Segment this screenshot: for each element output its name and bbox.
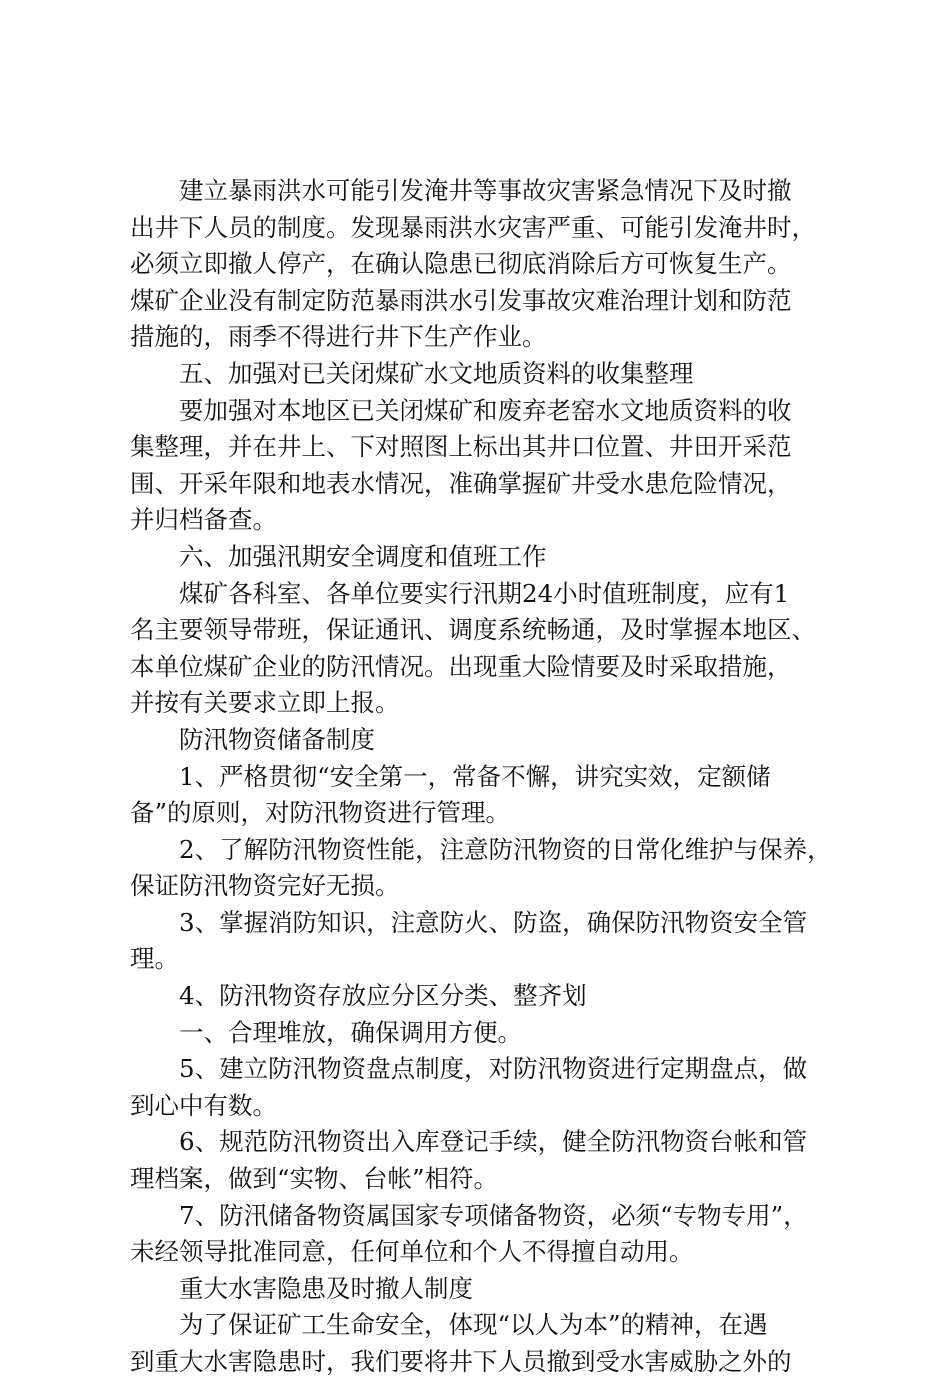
- heading-text: 五、加强对已关闭煤矿水文地质资料的收集整理: [179, 358, 694, 388]
- paragraph-line: 集整理，并在井上、下对照图上标出其井口位置、井田开采范: [130, 432, 792, 462]
- paragraph-line: 要加强对本地区已关闭煤矿和废弃老窑水文地质资料的收: [179, 395, 792, 425]
- body-paragraph: [130, 905, 830, 978]
- section-heading: [130, 1271, 830, 1308]
- paragraph-line: 本单位煤矿企业的防汛情况。出现重大险情要及时采取措施，: [130, 651, 792, 681]
- section-heading: [130, 722, 830, 759]
- body-paragraph: [130, 1307, 830, 1380]
- section-heading: [130, 539, 830, 576]
- paragraph-line: 煤矿各科室、各单位要实行汛期24小时值班制度，应有1: [179, 578, 790, 608]
- paragraph-line: 2、了解防汛物资性能，注意防汛物资的日常化维护与保养，: [179, 834, 832, 864]
- body-paragraph: [130, 173, 830, 356]
- paragraph-line: 出井下人员的制度。发现暴雨洪水灾害严重、可能引发淹井时，: [130, 212, 816, 242]
- paragraph-line: 并归档备查。: [130, 505, 277, 535]
- paragraph-line: 保证防汛物资完好无损。: [130, 871, 400, 901]
- paragraph-line: 围、开采年限和地表水情况，准确掌握矿井受水患危险情况，: [130, 468, 792, 498]
- paragraph-line: 未经领导批准同意，任何单位和个人不得擅自动用。: [130, 1237, 694, 1267]
- paragraph-line: 理。: [130, 944, 179, 974]
- body-paragraph: [130, 393, 830, 539]
- paragraph-line: 煤矿企业没有制定防范暴雨洪水引发事故灾难治理计划和防范: [130, 285, 792, 315]
- paragraph-line: 到心中有数。: [130, 1090, 277, 1120]
- paragraph-line: 名主要领导带班，保证通讯、调度系统畅通，及时掌握本地区、: [130, 615, 816, 645]
- paragraph-line: 并按有关要求立即上报。: [130, 688, 400, 718]
- paragraph-line: 6、规范防汛物资出入库登记手续，健全防汛物资台帐和管: [179, 1127, 808, 1157]
- paragraph-line: 措施的，雨季不得进行井下生产作业。: [130, 322, 547, 352]
- paragraph-line: 必须立即撤人停产，在确认隐患已彻底消除后方可恢复生产。: [130, 249, 792, 279]
- body-paragraph: [130, 576, 830, 722]
- paragraph-line: 一、合理堆放，确保调用方便。: [179, 1017, 522, 1047]
- body-paragraph: [130, 759, 830, 832]
- paragraph-line: 1、严格贯彻“安全第一，常备不懈，讲究实效，定额储: [179, 761, 771, 791]
- paragraph-line: 3、掌握消防知识，注意防火、防盗，确保防汛物资安全管: [179, 907, 808, 937]
- body-paragraph: [130, 978, 830, 1015]
- document-body: [130, 173, 830, 1381]
- paragraph-line: 理档案，做到“实物、台帐”相符。: [130, 1164, 499, 1194]
- heading-text: 防汛物资储备制度: [179, 724, 375, 754]
- paragraph-line: 4、防汛物资存放应分区分类、整齐划: [179, 981, 587, 1011]
- paragraph-line: 备”的原则，对防汛物资进行管理。: [130, 798, 511, 828]
- paragraph-line: 7、防汛储备物资属国家专项储备物资，必须“专物专用”，: [179, 1200, 808, 1230]
- heading-text: 六、加强汛期安全调度和值班工作: [179, 541, 547, 571]
- paragraph-line: 到重大水害隐患时，我们要将井下人员撤到受水害威胁之外的: [130, 1347, 792, 1376]
- body-paragraph: [130, 1051, 830, 1124]
- body-paragraph: [130, 1198, 830, 1271]
- heading-text: 重大水害隐患及时撤人制度: [179, 1273, 473, 1303]
- body-paragraph: [130, 832, 830, 905]
- paragraph-line: 建立暴雨洪水可能引发淹井等事故灾害紧急情况下及时撤: [179, 176, 792, 205]
- body-paragraph: [130, 1015, 830, 1052]
- section-heading: [130, 356, 830, 393]
- paragraph-line: 为了保证矿工生命安全，体现“以人为本”的精神，在遇: [179, 1310, 768, 1340]
- paragraph-line: 5、建立防汛物资盘点制度，对防汛物资进行定期盘点，做: [179, 1054, 808, 1084]
- body-paragraph: [130, 1124, 830, 1197]
